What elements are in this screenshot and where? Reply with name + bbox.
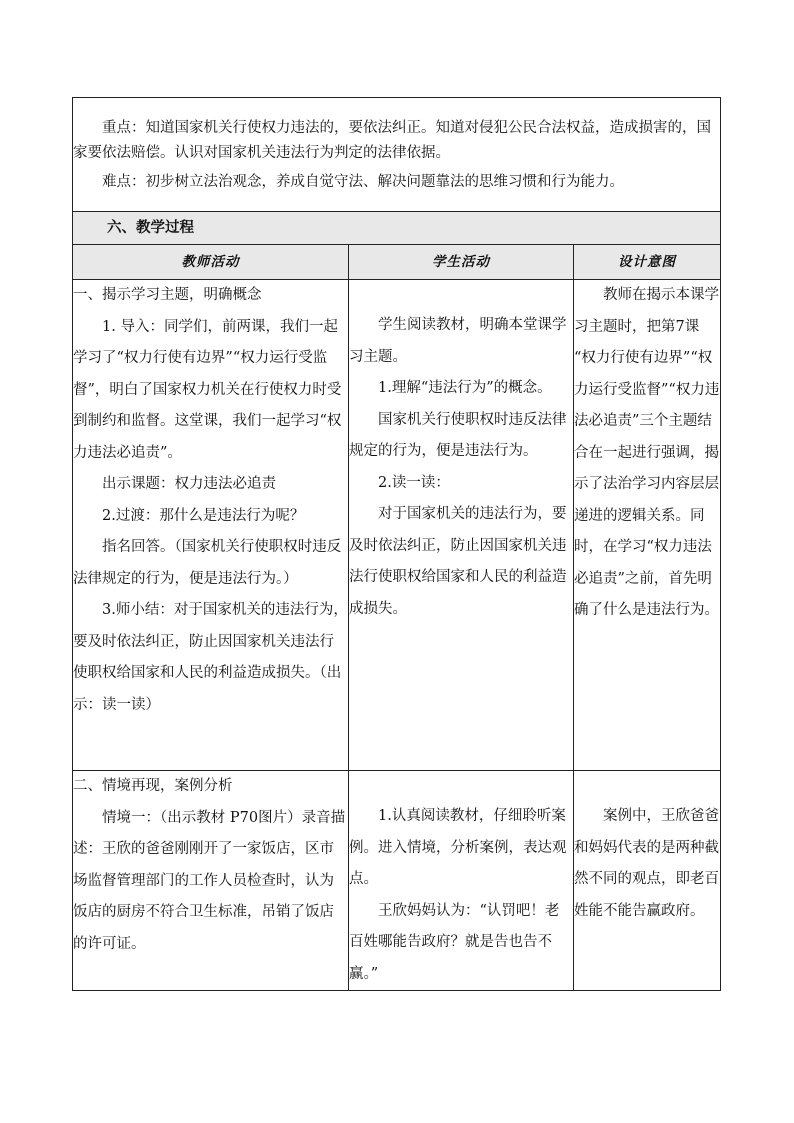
part2-design-cell bbox=[574, 771, 721, 991]
section-row bbox=[73, 212, 721, 245]
header-teacher: 教师活动 bbox=[73, 245, 349, 280]
part1-student-para: 对于国家机关的违法行为，要及时依法纠正，防止因国家机关违法行使职权给国家和人民的利益造成损失。 bbox=[349, 506, 567, 617]
part2-student-para: 王欣妈妈认为：“认罚吧！老百姓哪能告政府？就是告也告不赢。” bbox=[349, 902, 560, 982]
part2-student-cell bbox=[349, 771, 574, 991]
part1-teacher-para: 出示课题：权力违法必追责 bbox=[102, 476, 276, 492]
intro-cell bbox=[73, 98, 721, 212]
part1-teacher-para: 2.过渡：那什么是违法行为呢？ bbox=[102, 507, 305, 524]
part1-design-cell bbox=[574, 280, 721, 771]
key-points-text: 重点：知道国家机关行使权力违法的，要依法纠正。知道对侵犯公民合法权益，造成损害的，国家要依法赔偿。认识对国家机关违法行为判定的法律依据。 bbox=[73, 120, 711, 161]
part2-heading: 二、情境再现，案例分析 bbox=[73, 778, 233, 794]
header-student: 学生活动 bbox=[349, 245, 574, 280]
header-row bbox=[73, 245, 721, 280]
part1-teacher-cell bbox=[73, 280, 349, 771]
part2-teacher-cell bbox=[73, 771, 349, 991]
part1-student-para: 2.读一读： bbox=[378, 474, 450, 491]
section-title: 六、教学过程 bbox=[107, 219, 194, 236]
part1-student-para: 1.理解“违法行为”的概念。 bbox=[378, 380, 552, 396]
part2-teacher-para: 情境一：（出示教材 P70图片）录音描述：王欣的爸爸刚刚开了一家饭店，区市场监督管理部门的工作人员检查时，认为饭店的厨房不符合卫生标准，吊销了饭店的许可证。 bbox=[73, 809, 346, 952]
part2-design-para: 案例中，王欣爸爸和妈妈代表的是两种截然不同的观点，即老百姓能不能告赢政府。 bbox=[574, 808, 719, 919]
part1-student-cell bbox=[349, 280, 574, 771]
part1-student-para: 学生阅读教材，明确本堂课学习主题。 bbox=[349, 317, 567, 365]
part1-student-para: 国家机关行使职权时违反法律规定的行为，便是违法行为。 bbox=[349, 411, 567, 459]
table-row bbox=[73, 771, 721, 991]
section-cell bbox=[73, 212, 721, 245]
difficulty-text: 难点：初步树立法治观念，养成自觉守法、解决问题靠法的思维习惯和行为能力。 bbox=[102, 174, 624, 190]
lesson-plan-table bbox=[72, 97, 721, 991]
part1-teacher-para: 指名回答。（国家机关行使职权时违反法律规定的行为，便是违法行为。） bbox=[73, 539, 342, 587]
header-design: 设计意图 bbox=[574, 245, 721, 280]
part1-heading: 一、揭示学习主题，明确概念 bbox=[73, 287, 262, 303]
intro-row bbox=[73, 98, 721, 212]
part1-teacher-para: 1. 导入：同学们，前两课，我们一起学习了“权力行使有边界”“权力运行受监督”，明白了国家权力机关在行使权力时受到制约和监督。这堂课，我们一起学习“权力违法必追责”。 bbox=[73, 318, 342, 461]
part1-design-para: 教师在揭示本课学习主题时，把第7课 “权力行使有边界”“权力运行受监督”“权力违法必追责”三个主题结合在一起进行强调，揭示了法治学习内容层层递进的逻辑关系。同时，在学习“权力违法必追责”之前，首先明确了什么是违法行为。 bbox=[574, 287, 720, 618]
table-row bbox=[73, 280, 721, 771]
part1-teacher-para: 3.师小结：对于国家机关的违法行为，要及时依法纠正，防止因国家机关违法行使职权给国家和人民的利益造成损失。（出示：读一读） bbox=[73, 602, 348, 713]
part2-student-para: 1.认真阅读教材，仔细聆听案例。进入情境，分析案例，表达观点。 bbox=[349, 808, 567, 887]
